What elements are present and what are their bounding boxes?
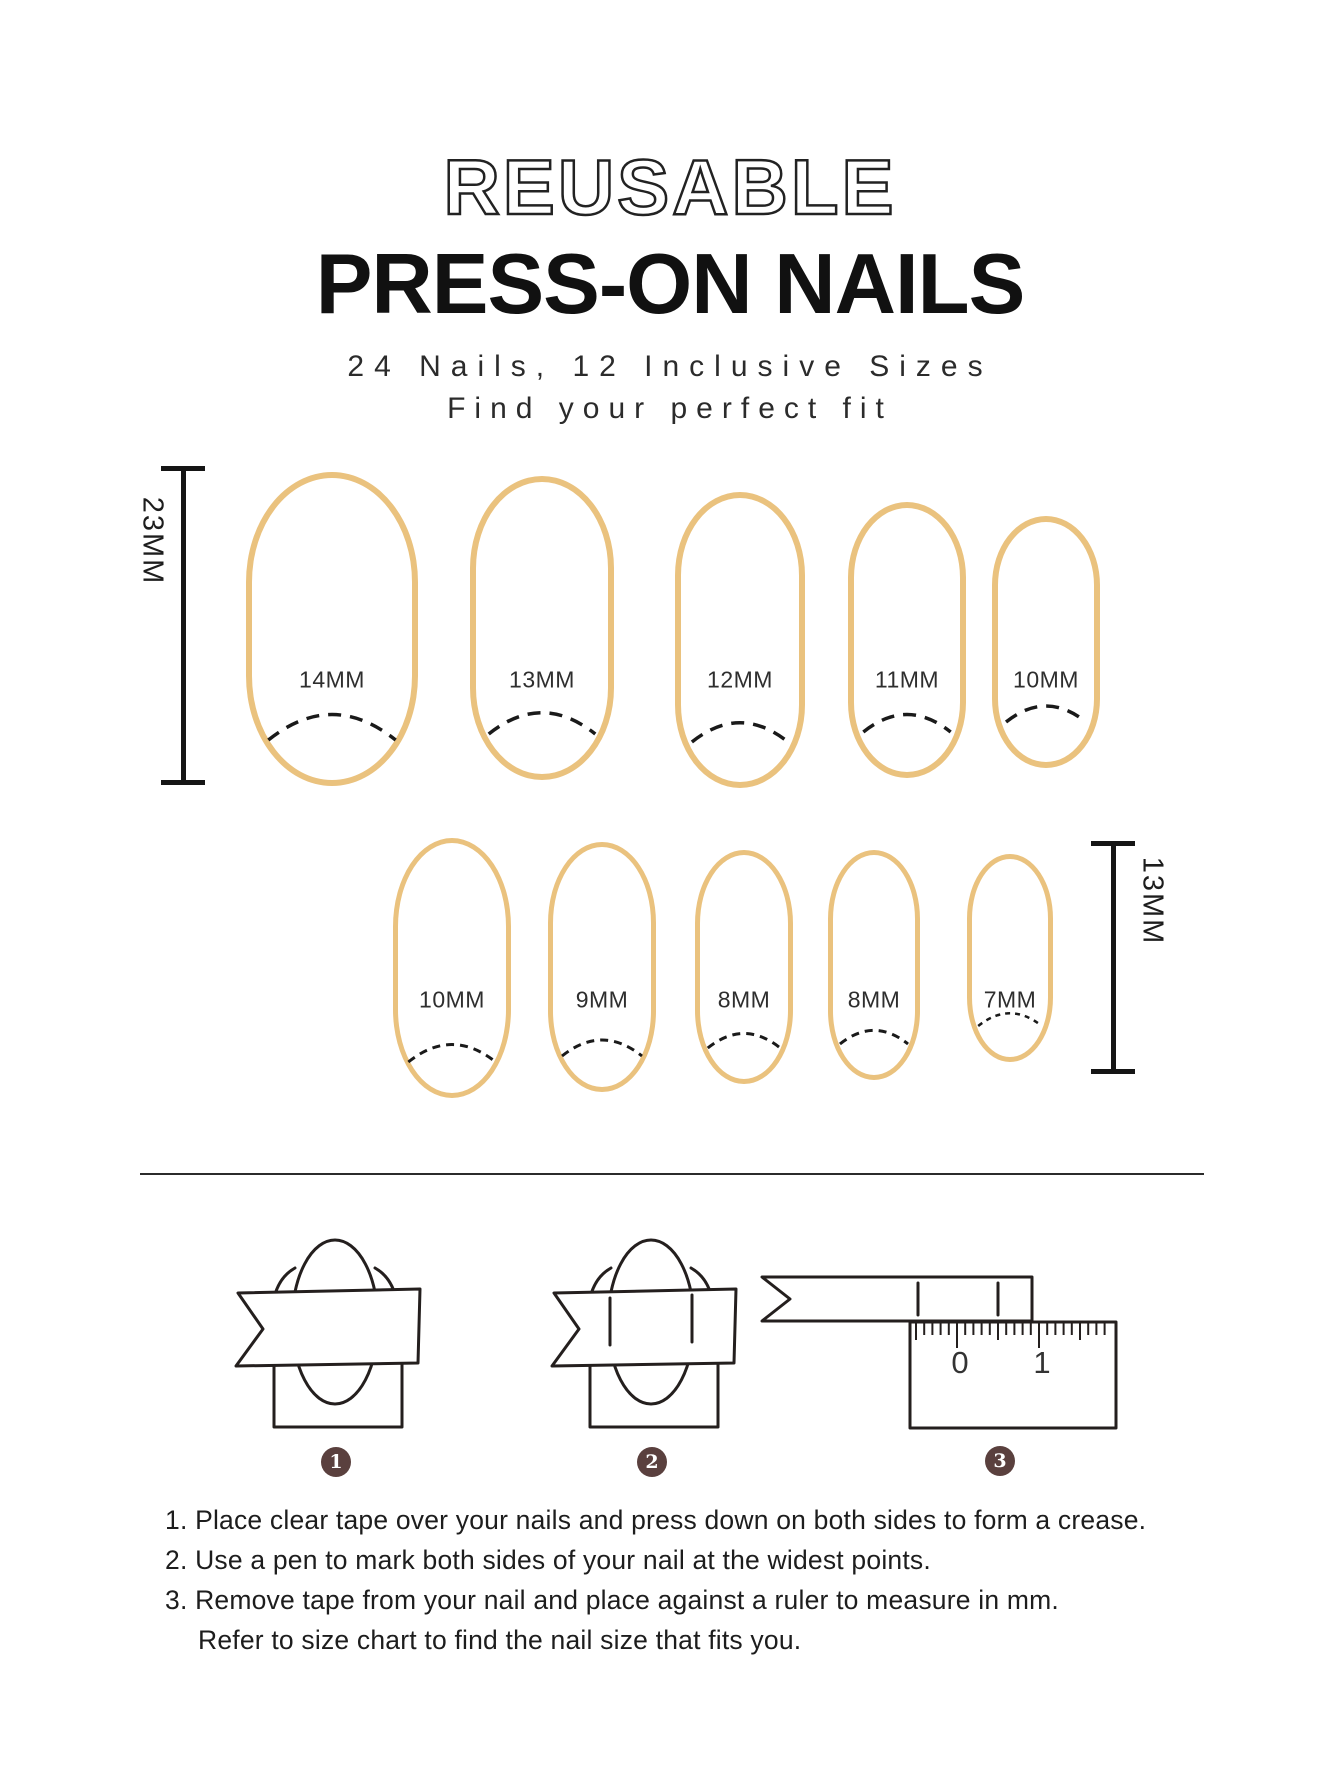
diagram-ruler-measure <box>755 1265 1130 1435</box>
instructions-list <box>165 1500 1235 1660</box>
measure-line-13mm-label: 13MM <box>1136 856 1169 946</box>
subtitle-find-fit: Find your perfect fit <box>447 392 893 425</box>
title-outline-reusable: REUSABLE <box>443 143 897 231</box>
nail-size-label: 11MM <box>874 666 940 693</box>
tape-ribbon <box>762 1277 1032 1321</box>
nail-size-label: 8MM <box>717 986 771 1013</box>
section-divider <box>140 1173 1204 1175</box>
nail-size-label: 9MM <box>575 986 629 1013</box>
title-press-on-nails: PRESS-ON NAILS <box>315 237 1025 332</box>
subtitle-nail-count: 24 Nails, 12 Inclusive Sizes <box>347 350 993 383</box>
cuticle-arc <box>692 723 788 742</box>
instruction-step-2: 2. Use a pen to mark both sides of your nail at the widest points. <box>165 1545 931 1575</box>
tape-ribbon <box>552 1289 736 1366</box>
nail-size-label: 7MM <box>983 986 1037 1013</box>
step-badge-3: 3 <box>985 1446 1015 1476</box>
instruction-step-3b: Refer to size chart to find the nail size that fits you. <box>198 1625 802 1655</box>
finger-shape <box>274 1361 402 1427</box>
nail-size-label: 13MM <box>509 666 575 693</box>
cuticle-arc <box>863 715 950 732</box>
cuticle-arc <box>489 713 596 734</box>
instruction-step-1: 1. Place clear tape over your nails and press down on both sides to form a crease. <box>165 1505 1147 1535</box>
diagram-tape-on-nail <box>230 1232 442 1432</box>
cuticle-arc <box>840 1030 908 1044</box>
cuticle-arc <box>408 1045 495 1062</box>
ruler-label-one: 1 <box>1033 1345 1051 1380</box>
cuticle-arc <box>978 1013 1042 1026</box>
nail-size-label: 8MM <box>847 986 901 1013</box>
cuticle-arc <box>268 715 395 740</box>
cuticle-arc <box>708 1033 781 1048</box>
tape-ribbon <box>236 1289 420 1366</box>
nail-size-label: 14MM <box>299 666 365 693</box>
ruler-label-zero: 0 <box>951 1345 969 1380</box>
ruler <box>910 1322 1116 1428</box>
step-badge-1: 1 <box>321 1447 351 1477</box>
nail-size-label: 10MM <box>1013 666 1079 693</box>
finger-shape <box>590 1361 718 1427</box>
nail-size-label: 12MM <box>707 666 773 693</box>
measure-line-23mm-label: 23MM <box>136 496 169 586</box>
nail-size-label: 10MM <box>419 986 485 1013</box>
cuticle-arc <box>1006 706 1086 722</box>
diagram-pen-marks <box>546 1232 758 1432</box>
step-badge-2: 2 <box>637 1447 667 1477</box>
cuticle-arc <box>562 1040 642 1056</box>
instruction-step-3: 3. Remove tape from your nail and place against a ruler to measure in mm. <box>165 1585 1059 1615</box>
